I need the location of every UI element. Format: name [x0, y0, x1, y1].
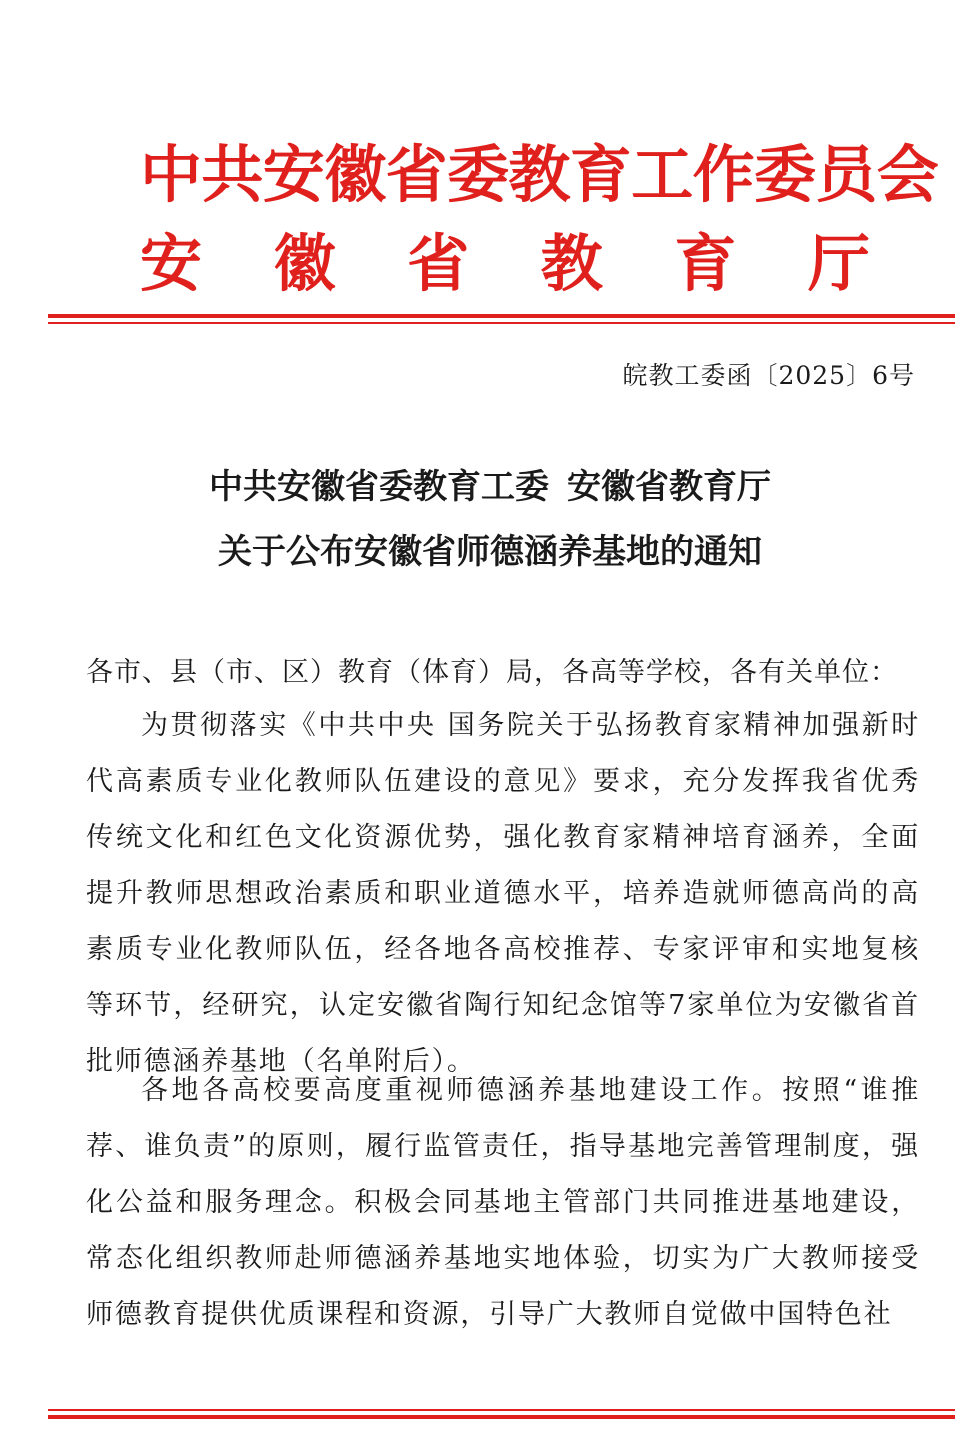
- org-char: 育: [674, 227, 737, 300]
- footer-thin-rule: [48, 1409, 955, 1411]
- document-title-line-1: [0, 463, 980, 511]
- org-char: 教: [540, 227, 603, 300]
- org-char: 安: [140, 227, 203, 300]
- org-char: 徽: [273, 227, 336, 300]
- org-char: 省: [407, 227, 470, 300]
- document-title-line-2: 关于公布安徽省师德涵养基地的通知: [218, 532, 762, 572]
- footer-thick-rule: [48, 1415, 955, 1419]
- issuing-org-line-2: [140, 224, 870, 304]
- body-paragraph-1: 为贯彻落实《中共中央 国务院关于弘扬教育家精神加强新时代高素质专业化教师队伍建设的意见》要求，充分发挥我省优秀传统文化和红色文化资源优势，强化教育家精神培育涵养，全面提升教师思想政治素质和职业道德水平，培养造就师德高尚的高素质专业化教师队伍，经各地各高校推荐、专家评审和实地复核等环节，经研究，认定安徽省陶行知纪念馆等7家单位为安徽省首批师德涵养基地（名单附后）。: [86, 710, 920, 1077]
- title-org-1: 中共安徽省委教育工委: [209, 467, 549, 507]
- document-number: 皖教工委函〔2025〕6号: [622, 361, 915, 390]
- addressee: 各市、县（市、区）教育（体育）局，各高等学校，各有关单位：: [86, 657, 898, 688]
- issuing-org-line-1: 中共安徽省委教育工作委员会: [140, 138, 939, 211]
- title-org-2: 安徽省教育厅: [567, 467, 771, 507]
- body-paragraph-2: 各地各高校要高度重视师德涵养基地建设工作。按照“谁推荐、谁负责”的原则，履行监管责任，指导基地完善管理制度，强化公益和服务理念。积极会同基地主管部门共同推进基地建设，常态化组织教师赴师德涵养基地实地体验，切实为广大教师接受师德教育提供优质课程和资源，引导广大教师自觉做中国特色社: [86, 1075, 920, 1330]
- header-thick-rule: [48, 314, 955, 318]
- org-char: 厅: [807, 227, 870, 300]
- header-thin-rule: [48, 322, 955, 324]
